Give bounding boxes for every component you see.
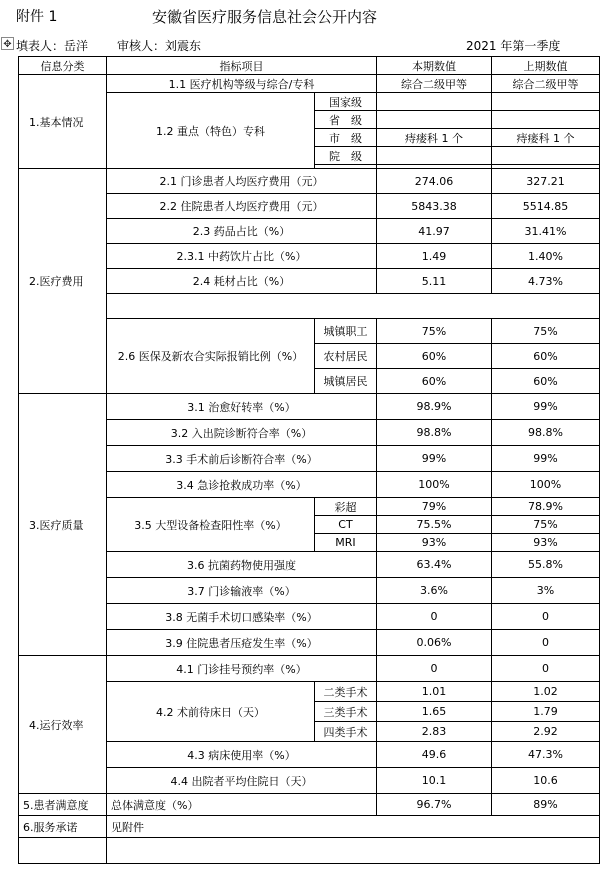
current-value: 60% bbox=[377, 344, 492, 369]
previous-value: 55.8% bbox=[492, 552, 600, 578]
item-label: 3.7 门诊输液率（%） bbox=[107, 578, 377, 604]
item-label: 1.2 重点（特色）专科 bbox=[107, 93, 315, 169]
table-row bbox=[19, 498, 600, 516]
current-value: 99% bbox=[377, 446, 492, 472]
previous-value bbox=[492, 93, 600, 111]
sub-item-label: 市 级 bbox=[315, 129, 377, 147]
item-label: 3.8 无菌手术切口感染率（%） bbox=[107, 604, 377, 630]
table-row bbox=[19, 838, 600, 864]
table-row bbox=[19, 269, 600, 294]
table-row bbox=[19, 472, 600, 498]
item-label: 3.2 入出院诊断符合率（%） bbox=[107, 420, 377, 446]
current-value: 0.06% bbox=[377, 630, 492, 656]
col-header-current: 本期数值 bbox=[377, 57, 492, 75]
table-header-row bbox=[19, 57, 600, 75]
sub-item-label: 四类手术 bbox=[315, 722, 377, 742]
previous-value: 1.40% bbox=[492, 244, 600, 269]
previous-value: 99% bbox=[492, 446, 600, 472]
previous-value: 75% bbox=[492, 319, 600, 344]
current-value bbox=[377, 93, 492, 111]
table-row bbox=[19, 552, 600, 578]
table-row bbox=[19, 219, 600, 244]
current-value: 1.01 bbox=[377, 682, 492, 702]
filler-name: 填表人：岳洋 bbox=[16, 39, 89, 53]
table-row bbox=[19, 446, 600, 472]
item-label: 见附件 bbox=[107, 816, 600, 838]
empty-cell bbox=[107, 838, 600, 864]
annex-label: 附件 1 bbox=[16, 9, 58, 25]
current-value: 75% bbox=[377, 319, 492, 344]
current-value: 0 bbox=[377, 604, 492, 630]
previous-value bbox=[492, 111, 600, 129]
previous-value: 综合二级甲等 bbox=[492, 75, 600, 93]
category-commitment: 6.服务承诺 bbox=[19, 816, 107, 838]
sub-item-label: MRI bbox=[315, 534, 377, 552]
previous-value: 2.92 bbox=[492, 722, 600, 742]
item-label: 3.4 急诊抢救成功率（%） bbox=[107, 472, 377, 498]
previous-value: 4.73% bbox=[492, 269, 600, 294]
current-value: 10.1 bbox=[377, 768, 492, 794]
previous-value: 100% bbox=[492, 472, 600, 498]
current-value: 79% bbox=[377, 498, 492, 516]
previous-value: 3% bbox=[492, 578, 600, 604]
sub-item-label: 农村居民 bbox=[315, 344, 377, 369]
current-value: 3.6% bbox=[377, 578, 492, 604]
item-label: 1.1 医疗机构等级与综合/专科 bbox=[107, 75, 377, 93]
current-value: 0 bbox=[377, 656, 492, 682]
table-row bbox=[19, 742, 600, 768]
sub-item-label: 彩超 bbox=[315, 498, 377, 516]
sub-item-label: 省 级 bbox=[315, 111, 377, 129]
table-row bbox=[19, 394, 600, 420]
category-basic: 1.基本情况 bbox=[19, 75, 107, 169]
table-row bbox=[19, 169, 600, 194]
previous-value: 327.21 bbox=[492, 169, 600, 194]
sub-item-label: CT bbox=[315, 516, 377, 534]
current-value: 1.65 bbox=[377, 702, 492, 722]
category-quality: 3.医疗质量 bbox=[19, 394, 107, 656]
previous-value: 47.3% bbox=[492, 742, 600, 768]
disclosure-table bbox=[18, 56, 600, 864]
current-value bbox=[377, 111, 492, 129]
previous-value: 89% bbox=[492, 794, 600, 816]
category-efficiency: 4.运行效率 bbox=[19, 656, 107, 794]
previous-value: 0 bbox=[492, 656, 600, 682]
sub-item-label: 国家级 bbox=[315, 93, 377, 111]
item-label: 总体满意度（%） bbox=[107, 794, 377, 816]
current-value: 98.9% bbox=[377, 394, 492, 420]
table-row bbox=[19, 604, 600, 630]
table-move-handle-icon[interactable]: ✥ bbox=[1, 37, 14, 50]
item-label: 2.2 住院患者人均医疗费用（元） bbox=[107, 194, 377, 219]
category-satisfaction: 5.患者满意度 bbox=[19, 794, 107, 816]
table-row bbox=[19, 244, 600, 269]
table-row bbox=[19, 93, 600, 111]
item-label: 3.9 住院患者压疮发生率（%） bbox=[107, 630, 377, 656]
item-label: 4.4 出院者平均住院日（天） bbox=[107, 768, 377, 794]
current-value: 96.7% bbox=[377, 794, 492, 816]
previous-value: 60% bbox=[492, 344, 600, 369]
previous-value: 93% bbox=[492, 534, 600, 552]
previous-value: 0 bbox=[492, 630, 600, 656]
item-label: 2.3 药品占比（%） bbox=[107, 219, 377, 244]
sub-item-label: 二类手术 bbox=[315, 682, 377, 702]
current-value: 痔瘘科 1 个 bbox=[377, 129, 492, 147]
table-row bbox=[19, 319, 600, 344]
previous-value: 99% bbox=[492, 394, 600, 420]
table-row bbox=[19, 294, 600, 319]
table-row bbox=[19, 794, 600, 816]
previous-value: 78.9% bbox=[492, 498, 600, 516]
item-label: 2.4 耗材占比（%） bbox=[107, 269, 377, 294]
sub-item-label: 院 级 bbox=[315, 147, 377, 165]
empty-row-cell bbox=[107, 294, 600, 319]
current-value: 75.5% bbox=[377, 516, 492, 534]
current-value: 5843.38 bbox=[377, 194, 492, 219]
current-value bbox=[377, 147, 492, 165]
item-label: 2.3.1 中药饮片占比（%） bbox=[107, 244, 377, 269]
current-value: 100% bbox=[377, 472, 492, 498]
previous-value: 31.41% bbox=[492, 219, 600, 244]
category-cost: 2.医疗费用 bbox=[19, 169, 107, 394]
item-label: 2.6 医保及新农合实际报销比例（%） bbox=[107, 319, 315, 394]
col-header-category: 信息分类 bbox=[19, 57, 107, 75]
item-label: 4.2 术前待床日（天） bbox=[107, 682, 315, 742]
current-value: 综合二级甲等 bbox=[377, 75, 492, 93]
item-label: 3.1 治愈好转率（%） bbox=[107, 394, 377, 420]
previous-value: 1.79 bbox=[492, 702, 600, 722]
item-label: 4.3 病床使用率（%） bbox=[107, 742, 377, 768]
sub-item-label: 城镇居民 bbox=[315, 369, 377, 394]
current-value: 2.83 bbox=[377, 722, 492, 742]
table-row bbox=[19, 420, 600, 446]
current-value: 93% bbox=[377, 534, 492, 552]
current-value: 63.4% bbox=[377, 552, 492, 578]
current-value: 60% bbox=[377, 369, 492, 394]
previous-value bbox=[492, 147, 600, 165]
col-header-item: 指标项目 bbox=[107, 57, 377, 75]
current-value: 41.97 bbox=[377, 219, 492, 244]
previous-value: 0 bbox=[492, 604, 600, 630]
table-row bbox=[19, 194, 600, 219]
item-label: 4.1 门诊挂号预约率（%） bbox=[107, 656, 377, 682]
current-value: 1.49 bbox=[377, 244, 492, 269]
report-period: 2021 年第一季度 bbox=[466, 39, 561, 53]
current-value: 98.8% bbox=[377, 420, 492, 446]
table-row bbox=[19, 630, 600, 656]
item-label: 3.5 大型设备检查阳性率（%） bbox=[107, 498, 315, 552]
item-label: 2.1 门诊患者人均医疗费用（元） bbox=[107, 169, 377, 194]
table-row bbox=[19, 768, 600, 794]
previous-value: 75% bbox=[492, 516, 600, 534]
empty-cell bbox=[19, 838, 107, 864]
current-value: 49.6 bbox=[377, 742, 492, 768]
previous-value: 5514.85 bbox=[492, 194, 600, 219]
table-row bbox=[19, 816, 600, 838]
table-row bbox=[19, 75, 600, 93]
item-label: 3.3 手术前后诊断符合率（%） bbox=[107, 446, 377, 472]
sub-item-label: 三类手术 bbox=[315, 702, 377, 722]
reviewer-name: 审核人：刘震东 bbox=[117, 39, 202, 53]
sub-item-label: 城镇职工 bbox=[315, 319, 377, 344]
previous-value: 60% bbox=[492, 369, 600, 394]
previous-value: 1.02 bbox=[492, 682, 600, 702]
document-title: 安徽省医疗服务信息社会公开内容 bbox=[152, 8, 378, 26]
col-header-previous: 上期数值 bbox=[492, 57, 600, 75]
table-row bbox=[19, 682, 600, 702]
previous-value: 10.6 bbox=[492, 768, 600, 794]
item-label: 3.6 抗菌药物使用强度 bbox=[107, 552, 377, 578]
previous-value: 痔瘘科 1 个 bbox=[492, 129, 600, 147]
previous-value: 98.8% bbox=[492, 420, 600, 446]
table-row bbox=[19, 578, 600, 604]
current-value: 274.06 bbox=[377, 169, 492, 194]
table-row bbox=[19, 656, 600, 682]
current-value: 5.11 bbox=[377, 269, 492, 294]
